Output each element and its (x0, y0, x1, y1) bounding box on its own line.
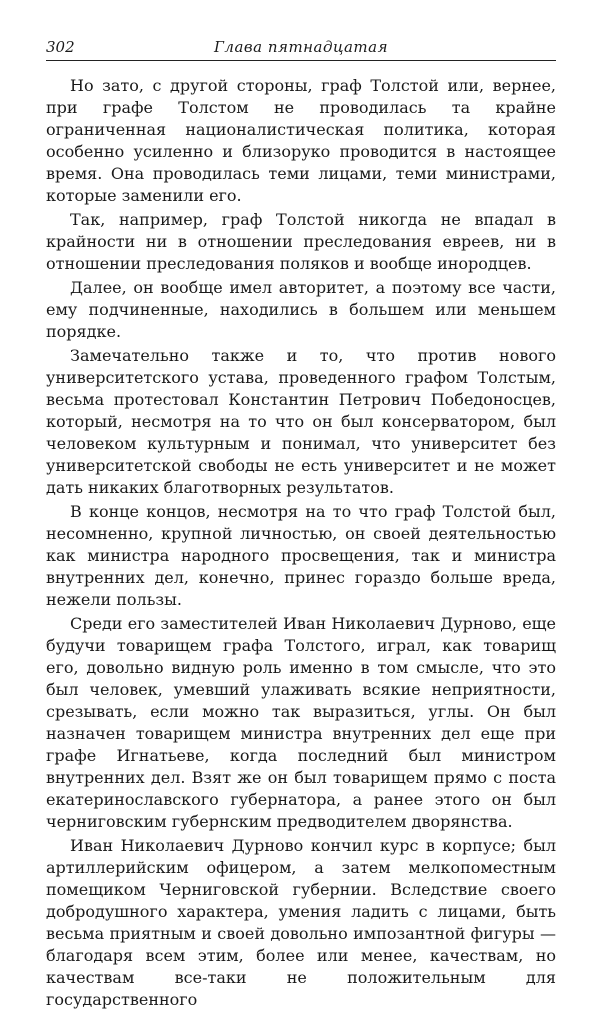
paragraph: Но зато, с другой стороны, граф Толстой или, вернее, при графе Толстом не проводилась та крайне ограниченная националистическая политика, которая особенно усиленно и близоруко проводится в настоящее время. Она проводилась теми лицами, теми министрами, которые заменили его. (46, 76, 556, 205)
page-number: 302 (46, 38, 75, 56)
paragraph: Среди его заместителей Иван Николаевич Дурново, еще будучи товарищем графа Толстого, играл, как товарищ его, довольно видную роль именно в том смысле, что это был человек, умевший улаживать всякие неприятности, срезывать, если можно так выразиться, углы. Он был назначен товарищем министра внутренних дел еще при графе Игнатьеве, когда последний был министром внутренних дел. Взят же он был товарищем прямо с поста екатеринославского губернатора, а ранее этого он был черниговским губернским предводителем дворянства. (46, 614, 556, 831)
paragraph: Так, например, граф Толстой никогда не впадал в крайности ни в отношении преследования евреев, ни в отношении преследования поляков и вообще инородцев. (46, 210, 556, 273)
book-page (46, 36, 556, 1013)
paragraph: Иван Николаевич Дурново кончил курс в корпусе; был артиллерийским офицером, а затем мелкопоместным помещиком Черниговской губернии. Вследствие своего добродушного характера, умения ладить с лицами, быть весьма приятным и своей довольно импозантной фигуры — благодаря всем этим, более или менее, качествам, но качествам все-таки не положительным для государственного (46, 836, 556, 1009)
running-head (46, 36, 556, 61)
body-text (46, 75, 556, 1011)
paragraph: Замечательно также и то, что против нового университетского устава, проведенного графом Толстым, весьма протестовал Константин Петрович Победоносцев, который, несмотря на то что он был консерватором, был человеком культурным и понимал, что университет без университетской свободы не есть университет и не может дать никаких благотворных результатов. (46, 346, 556, 497)
paragraph: В конце концов, несмотря на то что граф Толстой был, несомненно, крупной личностью, он своей деятельностью как министра народного просвещения, так и министра внутренних дел, конечно, принес гораздо больше вреда, нежели пользы. (46, 502, 556, 609)
chapter-title: Глава пятнадцатая (213, 38, 389, 56)
paragraph: Далее, он вообще имел авторитет, а поэтому все части, ему подчиненные, находились в большем или меньшем порядке. (46, 278, 556, 341)
